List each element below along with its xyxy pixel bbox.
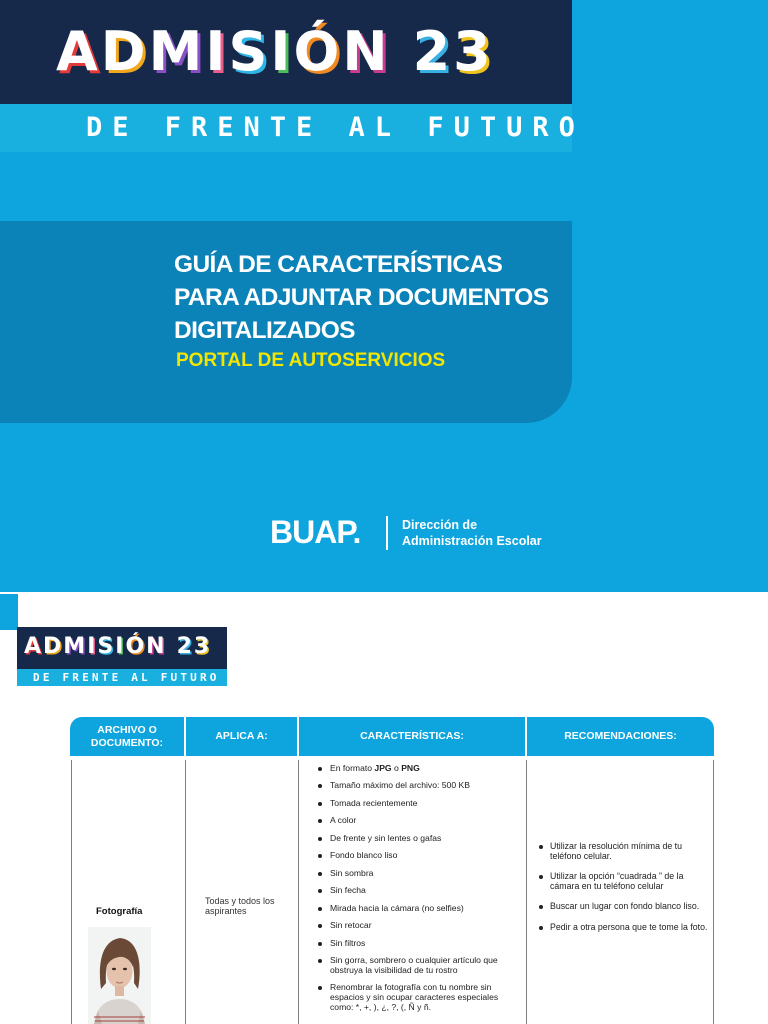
characteristics-list	[318, 764, 523, 1020]
applies-to: Todas y todos los aspirantes	[205, 896, 275, 916]
guide-title-line: PARA ADJUNTAR DOCUMENTOS	[174, 284, 549, 311]
logo-separator	[386, 516, 388, 550]
list-item: Sin sombra	[318, 869, 523, 879]
sample-photo	[88, 927, 151, 1024]
brand-letter: I	[87, 634, 98, 659]
table-divider	[298, 760, 299, 1024]
brand-letter: N	[342, 20, 391, 83]
list-item: Fondo blanco liso	[318, 851, 523, 861]
brand-letter: S	[228, 20, 271, 83]
list-item: Sin gorra, sombrero o cualquier artículo que obstruya la visibilidad de tu rostro	[318, 956, 523, 975]
small-brand-title	[24, 634, 211, 659]
brand-letter: I	[205, 20, 229, 83]
recommendations-list	[538, 842, 710, 944]
brand-letter: M	[63, 634, 88, 659]
brand-letter: 2	[176, 634, 194, 659]
format-text: En formato	[330, 763, 375, 773]
list-item: Sin retocar	[318, 921, 523, 931]
header-characteristics: CARACTERÍSTICAS:	[299, 717, 525, 756]
brand-letter: A	[56, 20, 101, 83]
brand-letter: Ó	[125, 634, 147, 659]
list-item: Sin filtros	[318, 939, 523, 949]
brand-letter: 2	[412, 20, 454, 83]
table-divider	[185, 760, 186, 1024]
list-item: Utilizar la resolución mínima de tu teléfono celular.	[538, 842, 710, 861]
table-divider	[713, 760, 714, 1024]
small-brand-subtitle: DE FRENTE AL FUTURO	[33, 671, 220, 684]
header-applies-to: APLICA A:	[186, 717, 297, 756]
brand-letter: A	[24, 634, 44, 659]
list-item: Tomada recientemente	[318, 799, 523, 809]
portal-subtitle: PORTAL DE AUTOSERVICIOS	[176, 350, 446, 371]
brand-letter: M	[148, 20, 206, 83]
document-name: Fotografía	[96, 906, 143, 917]
page-accent	[0, 594, 18, 630]
buap-logo: BUAP.	[270, 514, 361, 550]
header-document: ARCHIVO O DOCUMENTO:	[70, 717, 184, 756]
department-name	[402, 517, 542, 549]
format-png: PNG	[401, 763, 420, 773]
format-or: o	[391, 763, 402, 773]
header-recommendations: RECOMENDACIONES:	[527, 717, 714, 756]
brand-letter: S	[97, 634, 116, 659]
table-divider	[71, 760, 72, 1024]
list-item: Sin fecha	[318, 886, 523, 896]
department-line: Administración Escolar	[402, 534, 542, 548]
brand-letter: D	[43, 634, 64, 659]
list-item	[318, 764, 523, 774]
brand-letter: N	[146, 634, 167, 659]
brand-title	[56, 20, 494, 83]
brand-letter: D	[100, 20, 149, 83]
list-item: Utilizar la opción “cuadrada ” de la cámara en tu teléfono celular	[538, 872, 710, 891]
brand-letter: 3	[193, 634, 212, 659]
brand-letter: I	[115, 634, 126, 659]
department-line: Dirección de	[402, 518, 478, 532]
table-divider	[526, 760, 527, 1024]
list-item: Tamaño máximo del archivo: 500 KB	[318, 781, 523, 791]
list-item: Mirada hacia la cámara (no selfies)	[318, 904, 523, 914]
list-item: Pedir a otra persona que te tome la foto.	[538, 923, 710, 933]
list-item: Buscar un lugar con fondo blanco liso.	[538, 902, 710, 912]
brand-subtitle: DE FRENTE AL FUTURO	[86, 112, 585, 143]
format-jpg: JPG	[374, 763, 392, 773]
brand-letter: 3	[453, 20, 494, 83]
portrait-image	[88, 927, 151, 1024]
list-item: De frente y sin lentes o gafas	[318, 834, 523, 844]
brand-letter: I	[270, 20, 294, 83]
list-item: A color	[318, 816, 523, 826]
brand-letter: Ó	[293, 20, 343, 83]
guide-title-line: GUÍA DE CARACTERÍSTICAS	[174, 251, 503, 278]
guide-title-line: DIGITALIZADOS	[174, 317, 355, 344]
list-item: Renombrar la fotografía con tu nombre sin espacios y sin ocupar caracteres especiales como: *, +, ), ¿, ?, (, Ñ y ñ.	[318, 983, 523, 1012]
